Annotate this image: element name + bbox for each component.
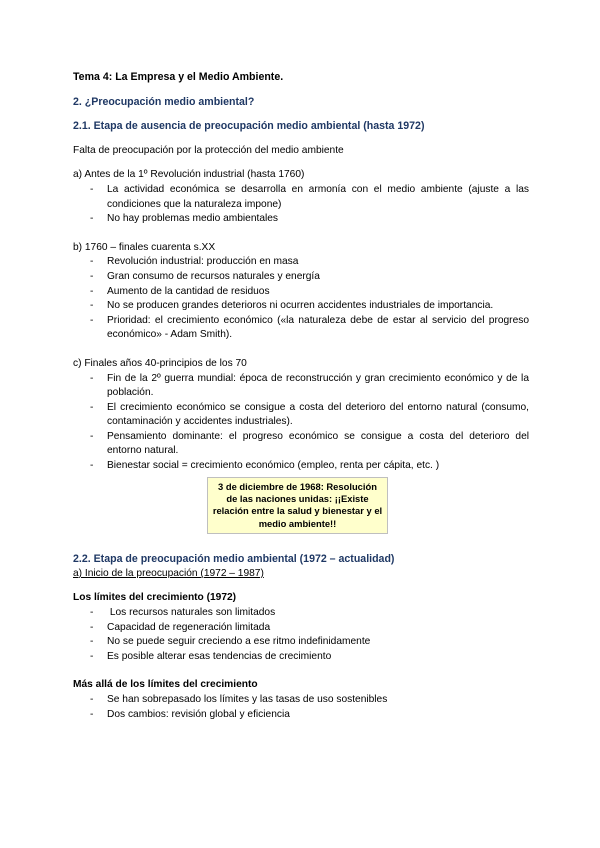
group-a-heading: a) Antes de la 1º Revolución industrial (hasta 1760) (73, 169, 305, 181)
section-2-1-heading: 2.1. Etapa de ausencia de preocupación medio ambiental (hasta 1972) (73, 120, 425, 133)
list-item: - Fin de la 2º guerra mundial: época de reconstrucción y gran crecimiento económico y de la población. (73, 372, 529, 401)
group-b-list (73, 255, 529, 343)
list-item: - La actividad económica se desarrolla en armonía con el medio ambiente (ajuste a las condiciones que la naturaleza impone) (73, 183, 529, 212)
list-item: - No hay problemas medio ambientales (73, 212, 529, 227)
list-item: - El crecimiento económico se consigue a costa del deterioro del entorno natural (consumo, contaminación y accidentes industriales). (73, 401, 529, 430)
limits-heading: Los límites del crecimiento (1972) (73, 592, 237, 604)
limits-list (73, 606, 529, 664)
list-item: - No se puede seguir creciendo a ese ritmo indefinidamente (73, 635, 529, 650)
beyond-list (73, 693, 529, 722)
list-item: - Prioridad: el crecimiento económico («la naturaleza debe de estar al servicio del progreso económico» - Adam Smith). (73, 314, 529, 343)
list-item: - Se han sobrepasado los límites y las tasas de uso sostenibles (73, 693, 529, 708)
un-resolution-callout: 3 de diciembre de 1968: Resolución de las naciones unidas: ¡¡Existe relación entre la salud y bienestar y el medio ambiente!! (207, 477, 388, 535)
group-b-heading: b) 1760 – finales cuarenta s.XX (73, 241, 216, 253)
list-item: - Aumento de la cantidad de residuos (73, 285, 529, 300)
section-2-2-heading: 2.2. Etapa de preocupación medio ambiental (1972 – actualidad) (73, 553, 395, 566)
group-c-heading: c) Finales años 40-principios de los 70 (73, 357, 247, 369)
list-item: - Bienestar social = crecimiento económico (empleo, renta per cápita, etc. ) (73, 459, 529, 474)
document-title: Tema 4: La Empresa y el Medio Ambiente. (73, 71, 284, 83)
list-item: - Pensamiento dominante: el progreso económico se consigue a costa del deterioro del entorno natural. (73, 430, 529, 459)
list-item: - Es posible alterar esas tendencias de crecimiento (73, 650, 529, 665)
section-2-2-subheading: a) Inicio de la preocupación (1972 – 1987) (73, 567, 264, 579)
intro-text: Falta de preocupación por la protección del medio ambiente (73, 144, 344, 156)
list-item: - Capacidad de regeneración limitada (73, 621, 529, 636)
beyond-heading: Más allá de los límites del crecimiento (73, 679, 258, 691)
section-2-heading: 2. ¿Preocupación medio ambiental? (73, 95, 255, 108)
group-a-list (73, 183, 529, 227)
list-item: - No se producen grandes deterioros ni ocurren accidentes industriales de importancia. (73, 299, 529, 314)
list-item: - Revolución industrial: producción en masa (73, 255, 529, 270)
group-c-list (73, 372, 529, 474)
document-page (73, 70, 529, 722)
list-item: - Dos cambios: revisión global y eficiencia (73, 708, 529, 723)
list-item: - Los recursos naturales son limitados (73, 606, 529, 621)
list-item: - Gran consumo de recursos naturales y energía (73, 270, 529, 285)
